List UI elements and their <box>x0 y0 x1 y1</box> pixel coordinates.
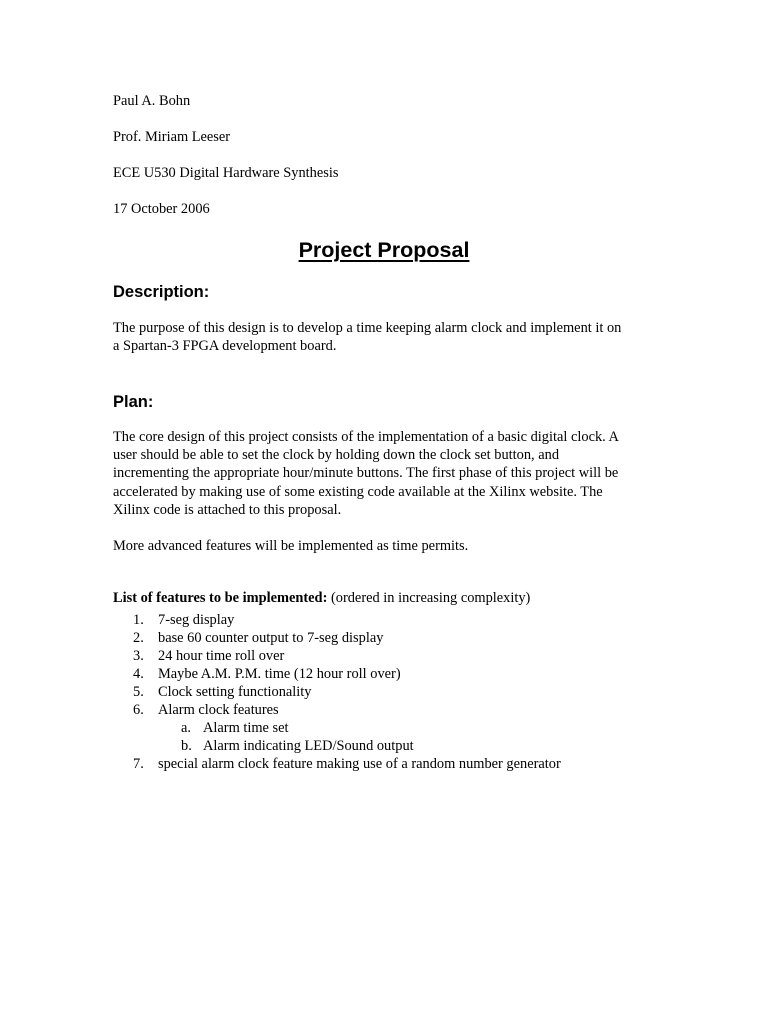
list-item-text: Alarm clock features <box>158 702 279 718</box>
list-item-text: Clock setting functionality <box>158 684 312 700</box>
course-name: ECE U530 Digital Hardware Synthesis <box>113 165 339 181</box>
plan-heading: Plan: <box>113 393 154 411</box>
description-line: The purpose of this design is to develop a time keeping alarm clock and implement it on <box>113 320 622 336</box>
plan-note: More advanced features will be implemented as time permits. <box>113 538 469 554</box>
list-item-text: Alarm time set <box>203 720 289 736</box>
list-item-number: 5. <box>133 684 144 700</box>
list-item-number: 4. <box>133 666 144 682</box>
plan-line: user should be able to set the clock by holding down the clock set button, and <box>113 447 560 464</box>
list-item-number: 1. <box>133 612 144 628</box>
plan-line: incrementing the appropriate hour/minute buttons. The first phase of this project will be <box>113 465 619 482</box>
list-item-text: base 60 counter output to 7-seg display <box>158 630 384 646</box>
plan-line: Xilinx code is attached to this proposal. <box>113 501 342 518</box>
plan-line: The core design of this project consists of the implementation of a basic digital clock. A <box>113 429 619 445</box>
list-item-text: 7-seg display <box>158 612 235 628</box>
features-heading <box>113 589 530 607</box>
description-heading: Description: <box>113 283 210 301</box>
list-item-text: Maybe A.M. P.M. time (12 hour roll over) <box>158 666 401 682</box>
features-heading-bold: List of features to be implemented: <box>113 590 328 606</box>
list-item-number: 6. <box>133 702 144 718</box>
list-item-text: Alarm indicating LED/Sound output <box>203 738 414 754</box>
list-item-text: special alarm clock feature making use of a random number generator <box>158 756 561 772</box>
plan-paragraph <box>113 428 673 519</box>
list-item-number: 3. <box>133 648 144 664</box>
professor-name: Prof. Miriam Leeser <box>113 129 231 145</box>
description-line: a Spartan-3 FPGA development board. <box>113 338 337 355</box>
plan-line: accelerated by making use of some existing code available at the Xilinx website. The <box>113 483 603 500</box>
list-item-number: 7. <box>133 756 144 772</box>
author-name: Paul A. Bohn <box>113 93 191 109</box>
features-heading-note: (ordered in increasing complexity) <box>327 590 531 606</box>
list-item-letter: a. <box>181 720 191 736</box>
document-date: 17 October 2006 <box>113 201 210 217</box>
list-item-letter: b. <box>181 738 192 754</box>
description-paragraph <box>113 319 673 355</box>
list-item-number: 2. <box>133 630 144 646</box>
list-item-text: 24 hour time roll over <box>158 648 285 664</box>
document-title: Project Proposal <box>298 238 470 262</box>
